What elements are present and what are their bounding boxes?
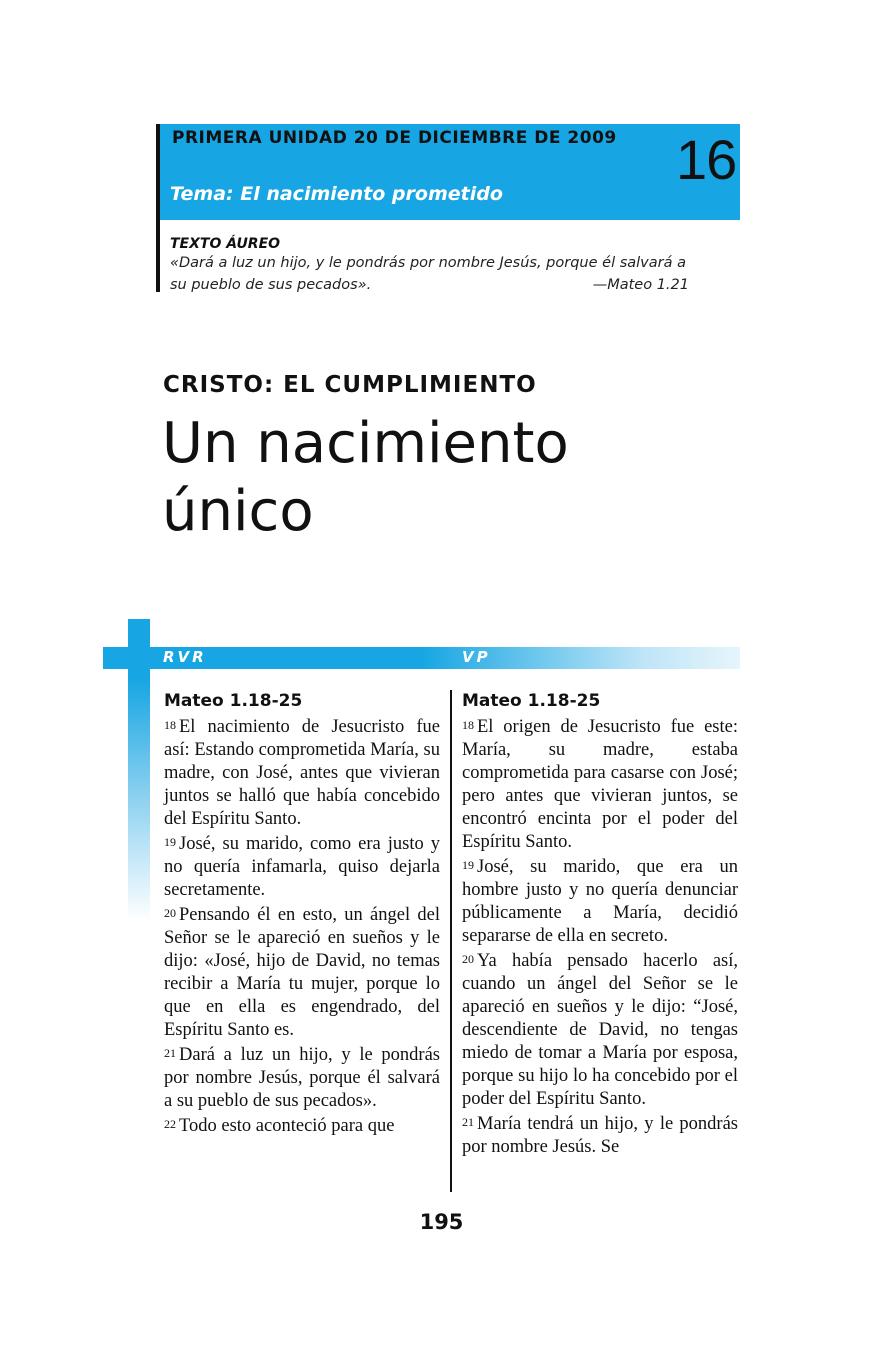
verse — [462, 1111, 738, 1159]
verse-text: Ya había pensado hacerlo así, cuando un ángel del Señor se le apareció en sueños y le dijo: “José, descendiente de David, no tengas miedo de tomar a María por esposa, porque su hijo lo ha concebido por el poder del Espíritu Santo. — [462, 951, 738, 1109]
lesson-title: Un nacimiento único — [162, 411, 569, 544]
verse — [164, 831, 440, 902]
verse-number: 22 — [164, 1117, 176, 1131]
verse-text: Todo esto aconteció para que — [179, 1116, 395, 1136]
verse — [164, 714, 440, 831]
version-label-vp: VP — [462, 648, 491, 666]
verse-number: 21 — [462, 1115, 474, 1129]
verse-number: 18 — [164, 718, 176, 732]
left-passage-reference: Mateo 1.18-25 — [164, 691, 303, 711]
verse-text: José, su marido, como era justo y no quería infamarla, quiso dejarla secretamente. — [164, 834, 440, 900]
verse-text: José, su marido, que era un hombre justo y no quería denunciar públicamente a María, decidió separarse de ella en secreto. — [462, 857, 738, 946]
column-divider — [450, 690, 452, 1192]
verse-text: Pensando él en esto, un ángel del Señor se le apareció en sueños y le dijo: «José, hijo de David, no temas recibir a María tu mujer, porque lo que en ella es engendrado, del Espíritu Santo es. — [164, 905, 440, 1040]
verse-text: El nacimiento de Jesucristo fue así: Estando comprometida María, su madre, con José, antes que vivieran juntos se halló que había concebido del Espíritu Santo. — [164, 717, 440, 829]
right-column — [462, 690, 738, 1159]
verse — [462, 714, 738, 854]
verse-number: 20 — [164, 906, 176, 920]
series-title: CRISTO: EL CUMPLIMIENTO — [163, 372, 537, 398]
golden-text-label: TEXTO ÁUREO — [170, 236, 281, 252]
left-column — [164, 690, 440, 1138]
cross-decoration — [128, 619, 150, 921]
right-passage-reference: Mateo 1.18-25 — [462, 691, 601, 711]
verse-number: 21 — [164, 1046, 176, 1060]
verse — [164, 902, 440, 1042]
verse-text: Dará a luz un hijo, y le pondrás por nombre Jesús, porque él salvará a su pueblo de sus pecados». — [164, 1045, 440, 1111]
verse — [164, 1042, 440, 1113]
golden-text-body: «Dará a luz un hijo, y le pondrás por nombre Jesús, porque él salvará a su pueblo de sus pecados». — [170, 255, 686, 293]
golden-text-quote — [170, 252, 695, 296]
version-label-rvr: RVR — [163, 648, 207, 666]
verse — [462, 948, 738, 1111]
verse-text: María tendrá un hijo, y le pondrás por nombre Jesús. Se — [462, 1114, 738, 1157]
verse — [462, 854, 738, 948]
verse-number: 20 — [462, 952, 474, 966]
verse-text: El origen de Jesucristo fue este: María, su madre, estaba comprometida para casarse con José; pero antes que vivieran juntos, se encontró encinta por el poder del Espíritu Santo. — [462, 717, 738, 852]
verse-number: 18 — [462, 718, 474, 732]
golden-text-reference: —Mateo 1.21 — [592, 277, 689, 293]
verse-number: 19 — [462, 858, 474, 872]
lesson-number: 16 — [676, 128, 737, 191]
lesson-theme: Tema: El nacimiento prometido — [170, 183, 503, 205]
page-number: 195 — [419, 1210, 464, 1234]
unit-date-line: PRIMERA UNIDAD 20 DE DICIEMBRE DE 2009 — [172, 128, 617, 148]
verse-number: 19 — [164, 835, 176, 849]
verse — [164, 1113, 440, 1138]
